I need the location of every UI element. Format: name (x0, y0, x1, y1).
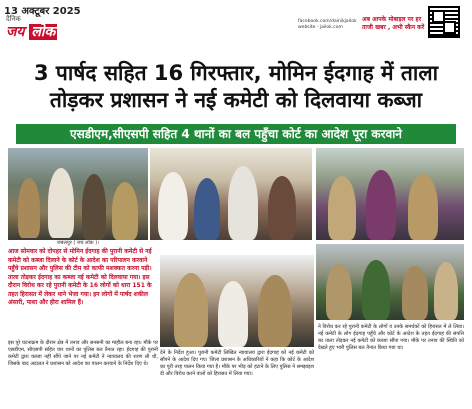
photo-caption: जबलपुर ( जय लोक )। (56, 240, 100, 246)
scan-promo (362, 16, 424, 32)
promo-line-2: ताजी खबर , अभी स्कैन करें (362, 24, 425, 31)
photo-crowd-protest (150, 148, 312, 240)
logo-suffix: लोक (31, 24, 56, 40)
social-links (298, 19, 357, 31)
body-column-2: देने के निर्देश हुआ। पुरानी कमेटी लिखित न्यायालय द्वारा ईदगाह को नई कमेटी को सौंपने के आदेश दिए गए। जिला प्रशासन के अधिकारियों ने कहा कि कोर्ट के आदेश का पूरी तरह पालन किया गया है। मौके पर भीड़ को हटाने के लिए पुलिस ने समझाइश दी और विरोध करने वालों को हिरासत में लिया गया। (160, 350, 314, 377)
photo-police-force (316, 244, 464, 320)
photo-police-at-gate (8, 148, 148, 240)
intro-paragraph: आज सोमवार को दोपहर से मोमिन ईदगाह की पुरानी कमेटी से नई कमेटी को कब्जा दिलाने के कोर्ट के आदेश का परिपालन करवाने पहुँचे प्रशासन और पुलिस की टीम को काफी मशक्कत करना पड़ी। ताला तोड़कर ईदगाह का कब्जा नई कमेटी को दिलवाया गया। इस दौरान विरोध कर रहे पुरानी कमेटी के 16 लोगों को धारा 151 के तहत हिरासत में लेकर थाने भेजा गया। इन लोगों में पार्षद शकील अंसारी, पाशा और हीरा शामिल हैं। (8, 248, 152, 306)
logo-prefix: दैनिक (6, 15, 21, 23)
qr-code-icon[interactable] (428, 6, 460, 38)
website-link[interactable]: website - jailok.com (298, 25, 343, 30)
subheadline-banner: एसडीएम,सीएसपी सहित 4 थानों का बल पहुँचा कोर्ट का आदेश पूरा करवाने (16, 124, 456, 144)
facebook-link[interactable]: facebook.com/dainikjailok (298, 19, 357, 24)
body-column-3: ने विरोध कर रहे पुरानी कमेटी के लोगों व उनके समर्थकों को हिरासत में ले लिया। नई कमेटी के लोग ईदगाह पहुँचे और कोर्ट के आदेश के तहत ईदगाह की संपत्ति का ताला तोड़कर नई कमेटी को कब्जा सौंपा गया। मौके पर तनाव की स्थिति को देखते हुए भारी पुलिस बल तैनात किया गया था। (318, 324, 464, 351)
headline: 3 पार्षद सहित 16 गिरफ्तार, मोमिन ईदगाह में ताला तोड़कर प्रशासन ने नई कमेटी को दिलवाया कब्जा (33, 61, 439, 112)
logo-name (6, 22, 57, 41)
issue-date: 13 अक्टूबर 2025 (4, 6, 81, 17)
photo-officers-close (160, 255, 314, 347)
photo-police-detaining (316, 148, 464, 240)
masthead (0, 0, 472, 56)
body-column-1: इस पूरे घटनाक्रम के दौरान क्षेत्र में तनाव और सनसनी का माहौल बना रहा। मौके पर एसडीएम, सीएसपी सहित चार थानों का पुलिस बल तैनात रहा। ईदगाह की पुरानी कमेटी द्वारा कब्जा नहीं सौंपे जाने पर नई कमेटी ने न्यायालय की शरण ली थी, जिसके बाद अदालत ने प्रशासन को आदेश का पालन करवाने के निर्देश दिए थे। (8, 340, 158, 367)
newspaper-logo (6, 15, 68, 39)
promo-line-1: अब आपके मोबाइल पर हर (362, 16, 422, 23)
logo-main: जय (6, 24, 25, 40)
